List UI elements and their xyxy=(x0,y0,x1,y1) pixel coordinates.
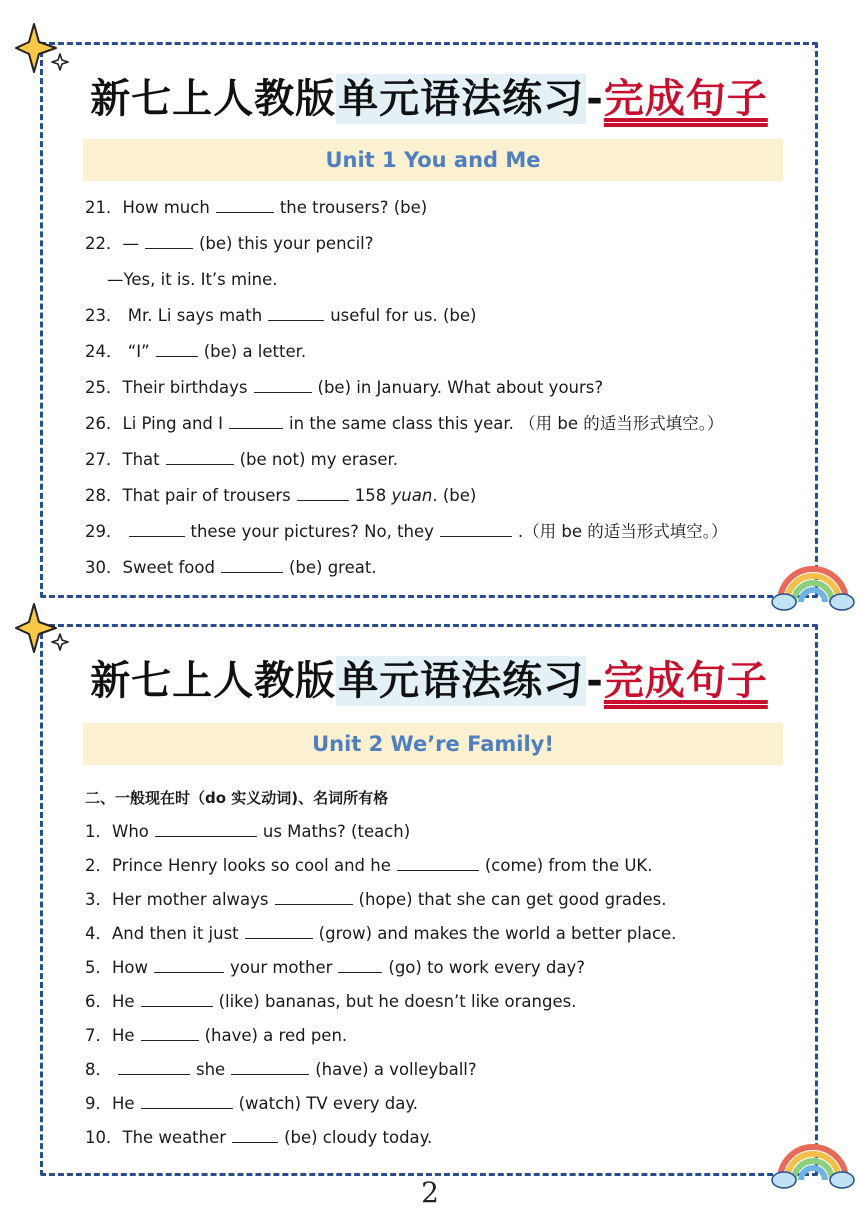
question-list xyxy=(85,781,805,1155)
question-3: 3．Her mother always (hope) that she can get good grades. xyxy=(85,890,667,909)
question-6: 6．He (like) bananas, but he doesn’t like oranges. xyxy=(85,992,577,1011)
question-27: 27．That (be not) my eraser. xyxy=(85,450,399,469)
sparkle-icon xyxy=(14,20,74,76)
page-title: 新七上人教版单元语法练习-完成句子 xyxy=(90,658,768,704)
unit-heading: Unit 1 You and Me xyxy=(83,139,783,181)
answer-blank xyxy=(145,247,193,249)
question-26: 26．Li Ping and I in the same class this year. （用 be 的适当形式填空。） xyxy=(85,414,724,433)
answer-blank xyxy=(229,427,283,429)
answer-blank xyxy=(268,319,324,321)
answer-blank xyxy=(141,1005,213,1007)
answer-blank xyxy=(118,1073,190,1075)
unit-heading: Unit 2 We’re Family! xyxy=(83,723,783,765)
question-22: 22．— (be) this your pencil? xyxy=(85,234,374,253)
answer-blank xyxy=(216,211,274,213)
answer-blank xyxy=(231,1073,309,1075)
answer-blank xyxy=(440,535,512,537)
answer-blank xyxy=(245,937,313,939)
answer-blank xyxy=(338,971,382,973)
answer-blank xyxy=(254,391,312,393)
answer-blank xyxy=(397,869,479,871)
answer-blank xyxy=(275,903,353,905)
question-30: 30．Sweet food (be) great. xyxy=(85,558,377,577)
question-list xyxy=(85,190,805,586)
answer-blank xyxy=(154,971,224,973)
question-29: 29． these your pictures? No, they .（用 be 的适当形式填空。） xyxy=(85,522,728,541)
question-28: 28．That pair of trousers 158 yuan. (be) xyxy=(85,486,477,505)
worksheet-card-unit1 xyxy=(40,42,818,598)
answer-blank xyxy=(141,1039,199,1041)
question-10: 10．The weather (be) cloudy today. xyxy=(85,1128,433,1147)
question-2: 2．Prince Henry looks so cool and he (come) from the UK. xyxy=(85,856,653,875)
section-heading: 二、一般现在时（do 实义动词)、名词所有格 xyxy=(85,789,389,807)
answer-blank xyxy=(232,1141,278,1143)
answer-blank xyxy=(156,355,198,357)
question-23: 23． Mr. Li says math useful for us. (be) xyxy=(85,306,477,325)
worksheet-card-unit2 xyxy=(40,624,818,1176)
answer-blank xyxy=(221,571,283,573)
page-title: 新七上人教版单元语法练习-完成句子 xyxy=(90,76,768,122)
answer-blank xyxy=(297,499,349,501)
question-8: 8． she (have) a volleyball? xyxy=(85,1060,477,1079)
question-5: 5．How your mother (go) to work every day? xyxy=(85,958,586,977)
answer-blank xyxy=(141,1107,233,1109)
question-25: 25．Their birthdays (be) in January. What about yours? xyxy=(85,378,604,397)
page-number: 2 xyxy=(421,1176,439,1209)
question-24: 24． “I” (be) a letter. xyxy=(85,342,307,361)
answer-blank xyxy=(166,463,234,465)
answer-blank xyxy=(155,835,257,837)
question-22-answer: —Yes, it is. It’s mine. xyxy=(107,270,278,289)
answer-blank xyxy=(129,535,185,537)
question-21: 21．How much the trousers? (be) xyxy=(85,198,428,217)
question-7: 7．He (have) a red pen. xyxy=(85,1026,348,1045)
question-9: 9．He (watch) TV every day. xyxy=(85,1094,418,1113)
question-1: 1．Who us Maths? (teach) xyxy=(85,822,411,841)
question-4: 4．And then it just (grow) and makes the world a better place. xyxy=(85,924,677,943)
rainbow-icon xyxy=(770,556,856,612)
sparkle-icon xyxy=(14,600,74,656)
